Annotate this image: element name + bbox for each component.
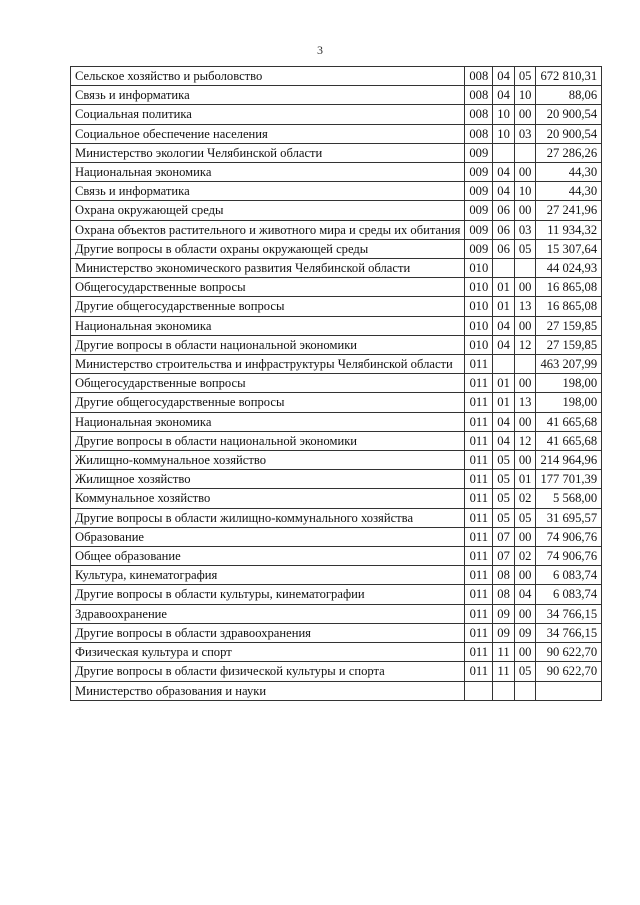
section-code-cell: 10 <box>493 105 515 124</box>
table-row <box>71 86 602 105</box>
amount-cell: 198,00 <box>536 393 602 412</box>
subsection-code-cell: 10 <box>514 182 536 201</box>
row-name-cell: Другие вопросы в области охраны окружающей среды <box>71 239 465 258</box>
ministry-code-cell: 011 <box>465 643 493 662</box>
table-row <box>71 470 602 489</box>
subsection-code-cell <box>514 681 536 700</box>
subsection-code-cell: 10 <box>514 86 536 105</box>
ministry-code-cell: 008 <box>465 105 493 124</box>
amount-cell: 16 865,08 <box>536 278 602 297</box>
amount-cell: 27 159,85 <box>536 316 602 335</box>
ministry-code-cell: 011 <box>465 431 493 450</box>
amount-cell: 11 934,32 <box>536 220 602 239</box>
row-name-cell: Связь и информатика <box>71 182 465 201</box>
section-code-cell: 09 <box>493 623 515 642</box>
row-name-cell: Здравоохранение <box>71 604 465 623</box>
subsection-code-cell: 12 <box>514 335 536 354</box>
subsection-code-cell <box>514 259 536 278</box>
table-row <box>71 124 602 143</box>
section-code-cell: 04 <box>493 163 515 182</box>
table-row <box>71 355 602 374</box>
row-name-cell: Другие общегосударственные вопросы <box>71 393 465 412</box>
row-name-cell: Связь и информатика <box>71 86 465 105</box>
amount-cell: 34 766,15 <box>536 604 602 623</box>
ministry-code-cell: 011 <box>465 355 493 374</box>
amount-cell: 31 695,57 <box>536 508 602 527</box>
ministry-code-cell: 011 <box>465 585 493 604</box>
subsection-code-cell: 00 <box>514 163 536 182</box>
section-code-cell: 05 <box>493 508 515 527</box>
section-code-cell: 07 <box>493 527 515 546</box>
table-row <box>71 585 602 604</box>
amount-cell: 177 701,39 <box>536 470 602 489</box>
row-name-cell: Общегосударственные вопросы <box>71 374 465 393</box>
amount-cell: 88,06 <box>536 86 602 105</box>
table-row <box>71 566 602 585</box>
section-code-cell <box>493 355 515 374</box>
subsection-code-cell: 03 <box>514 220 536 239</box>
row-name-cell: Другие вопросы в области жилищно-коммунального хозяйства <box>71 508 465 527</box>
subsection-code-cell: 00 <box>514 412 536 431</box>
row-name-cell: Другие вопросы в области здравоохранения <box>71 623 465 642</box>
section-code-cell: 04 <box>493 67 515 86</box>
ministry-code-cell: 011 <box>465 527 493 546</box>
ministry-code-cell: 010 <box>465 297 493 316</box>
row-name-cell: Другие общегосударственные вопросы <box>71 297 465 316</box>
table-row <box>71 527 602 546</box>
ministry-code-cell: 011 <box>465 508 493 527</box>
ministry-code-cell: 008 <box>465 67 493 86</box>
table-row <box>71 201 602 220</box>
section-code-cell: 05 <box>493 470 515 489</box>
table-row <box>71 239 602 258</box>
row-name-cell: Министерство экономического развития Челябинской области <box>71 259 465 278</box>
subsection-code-cell: 02 <box>514 547 536 566</box>
ministry-code-cell: 009 <box>465 182 493 201</box>
subsection-code-cell: 00 <box>514 278 536 297</box>
ministry-code-cell: 011 <box>465 623 493 642</box>
section-code-cell: 11 <box>493 643 515 662</box>
section-code-cell: 01 <box>493 297 515 316</box>
table-row <box>71 393 602 412</box>
section-code-cell: 09 <box>493 604 515 623</box>
amount-cell: 27 159,85 <box>536 335 602 354</box>
ministry-code-cell: 011 <box>465 604 493 623</box>
section-code-cell <box>493 143 515 162</box>
row-name-cell: Охрана объектов растительного и животного мира и среды их обитания <box>71 220 465 239</box>
table-row <box>71 374 602 393</box>
amount-cell: 74 906,76 <box>536 547 602 566</box>
section-code-cell: 05 <box>493 489 515 508</box>
ministry-code-cell: 011 <box>465 547 493 566</box>
table-row <box>71 431 602 450</box>
section-code-cell <box>493 681 515 700</box>
row-name-cell: Министерство строительства и инфраструктуры Челябинской области <box>71 355 465 374</box>
subsection-code-cell: 01 <box>514 470 536 489</box>
table-row <box>71 297 602 316</box>
ministry-code-cell: 011 <box>465 374 493 393</box>
amount-cell: 16 865,08 <box>536 297 602 316</box>
subsection-code-cell: 13 <box>514 393 536 412</box>
ministry-code-cell: 011 <box>465 662 493 681</box>
ministry-code-cell: 010 <box>465 259 493 278</box>
table-row <box>71 508 602 527</box>
row-name-cell: Охрана окружающей среды <box>71 201 465 220</box>
ministry-code-cell: 009 <box>465 163 493 182</box>
table-row <box>71 489 602 508</box>
subsection-code-cell: 00 <box>514 604 536 623</box>
subsection-code-cell: 00 <box>514 105 536 124</box>
section-code-cell: 06 <box>493 220 515 239</box>
row-name-cell: Министерство образования и науки <box>71 681 465 700</box>
amount-cell: 90 622,70 <box>536 643 602 662</box>
amount-cell: 5 568,00 <box>536 489 602 508</box>
table-row <box>71 623 602 642</box>
amount-cell: 41 665,68 <box>536 431 602 450</box>
section-code-cell: 01 <box>493 393 515 412</box>
amount-cell: 20 900,54 <box>536 124 602 143</box>
amount-cell: 463 207,99 <box>536 355 602 374</box>
row-name-cell: Другие вопросы в области национальной экономики <box>71 335 465 354</box>
subsection-code-cell: 05 <box>514 508 536 527</box>
amount-cell: 44,30 <box>536 163 602 182</box>
table-row <box>71 143 602 162</box>
ministry-code-cell: 009 <box>465 201 493 220</box>
ministry-code-cell: 010 <box>465 316 493 335</box>
table-row <box>71 259 602 278</box>
section-code-cell: 11 <box>493 662 515 681</box>
row-name-cell: Физическая культура и спорт <box>71 643 465 662</box>
amount-cell: 74 906,76 <box>536 527 602 546</box>
row-name-cell: Жилищное хозяйство <box>71 470 465 489</box>
table-row <box>71 182 602 201</box>
ministry-code-cell: 009 <box>465 239 493 258</box>
subsection-code-cell: 00 <box>514 374 536 393</box>
row-name-cell: Общее образование <box>71 547 465 566</box>
subsection-code-cell: 05 <box>514 239 536 258</box>
section-code-cell: 04 <box>493 86 515 105</box>
row-name-cell: Другие вопросы в области национальной экономики <box>71 431 465 450</box>
subsection-code-cell: 00 <box>514 201 536 220</box>
row-name-cell: Социальная политика <box>71 105 465 124</box>
subsection-code-cell: 09 <box>514 623 536 642</box>
subsection-code-cell: 04 <box>514 585 536 604</box>
ministry-code-cell: 010 <box>465 278 493 297</box>
budget-table-body <box>71 67 602 701</box>
row-name-cell: Жилищно-коммунальное хозяйство <box>71 451 465 470</box>
section-code-cell: 10 <box>493 124 515 143</box>
table-row <box>71 662 602 681</box>
amount-cell: 44,30 <box>536 182 602 201</box>
ministry-code-cell: 011 <box>465 566 493 585</box>
table-row <box>71 547 602 566</box>
ministry-code-cell: 011 <box>465 470 493 489</box>
amount-cell: 214 964,96 <box>536 451 602 470</box>
table-row <box>71 67 602 86</box>
subsection-code-cell <box>514 355 536 374</box>
section-code-cell: 01 <box>493 278 515 297</box>
row-name-cell: Другие вопросы в области физической культуры и спорта <box>71 662 465 681</box>
ministry-code-cell <box>465 681 493 700</box>
row-name-cell: Общегосударственные вопросы <box>71 278 465 297</box>
subsection-code-cell: 05 <box>514 67 536 86</box>
subsection-code-cell: 00 <box>514 566 536 585</box>
ministry-code-cell: 011 <box>465 451 493 470</box>
subsection-code-cell: 02 <box>514 489 536 508</box>
amount-cell: 34 766,15 <box>536 623 602 642</box>
subsection-code-cell: 13 <box>514 297 536 316</box>
amount-cell: 15 307,64 <box>536 239 602 258</box>
amount-cell: 198,00 <box>536 374 602 393</box>
subsection-code-cell: 05 <box>514 662 536 681</box>
ministry-code-cell: 009 <box>465 143 493 162</box>
amount-cell: 41 665,68 <box>536 412 602 431</box>
amount-cell: 20 900,54 <box>536 105 602 124</box>
row-name-cell: Коммунальное хозяйство <box>71 489 465 508</box>
subsection-code-cell: 00 <box>514 316 536 335</box>
subsection-code-cell <box>514 143 536 162</box>
amount-cell: 672 810,31 <box>536 67 602 86</box>
table-row <box>71 335 602 354</box>
table-row <box>71 412 602 431</box>
table-row <box>71 220 602 239</box>
table-row <box>71 105 602 124</box>
subsection-code-cell: 00 <box>514 643 536 662</box>
row-name-cell: Национальная экономика <box>71 163 465 182</box>
amount-cell: 6 083,74 <box>536 585 602 604</box>
section-code-cell: 07 <box>493 547 515 566</box>
subsection-code-cell: 00 <box>514 451 536 470</box>
budget-table <box>70 66 602 701</box>
section-code-cell: 04 <box>493 335 515 354</box>
ministry-code-cell: 008 <box>465 124 493 143</box>
row-name-cell: Национальная экономика <box>71 316 465 335</box>
row-name-cell: Национальная экономика <box>71 412 465 431</box>
ministry-code-cell: 011 <box>465 489 493 508</box>
row-name-cell: Культура, кинематография <box>71 566 465 585</box>
section-code-cell: 04 <box>493 412 515 431</box>
row-name-cell: Образование <box>71 527 465 546</box>
section-code-cell: 08 <box>493 566 515 585</box>
section-code-cell <box>493 259 515 278</box>
subsection-code-cell: 03 <box>514 124 536 143</box>
row-name-cell: Министерство экологии Челябинской области <box>71 143 465 162</box>
subsection-code-cell: 12 <box>514 431 536 450</box>
row-name-cell: Социальное обеспечение населения <box>71 124 465 143</box>
section-code-cell: 06 <box>493 201 515 220</box>
section-code-cell: 04 <box>493 182 515 201</box>
table-row <box>71 604 602 623</box>
amount-cell: 6 083,74 <box>536 566 602 585</box>
section-code-cell: 08 <box>493 585 515 604</box>
section-code-cell: 01 <box>493 374 515 393</box>
row-name-cell: Другие вопросы в области культуры, кинематографии <box>71 585 465 604</box>
section-code-cell: 06 <box>493 239 515 258</box>
amount-cell: 90 622,70 <box>536 662 602 681</box>
section-code-cell: 05 <box>493 451 515 470</box>
ministry-code-cell: 010 <box>465 335 493 354</box>
amount-cell: 27 286,26 <box>536 143 602 162</box>
table-row <box>71 643 602 662</box>
table-row <box>71 278 602 297</box>
ministry-code-cell: 011 <box>465 393 493 412</box>
page-number: 3 <box>317 43 323 57</box>
ministry-code-cell: 008 <box>465 86 493 105</box>
amount-cell: 27 241,96 <box>536 201 602 220</box>
table-row <box>71 451 602 470</box>
table-row <box>71 163 602 182</box>
ministry-code-cell: 011 <box>465 412 493 431</box>
amount-cell: 44 024,93 <box>536 259 602 278</box>
ministry-code-cell: 009 <box>465 220 493 239</box>
section-code-cell: 04 <box>493 431 515 450</box>
table-row <box>71 681 602 700</box>
table-row <box>71 316 602 335</box>
amount-cell <box>536 681 602 700</box>
subsection-code-cell: 00 <box>514 527 536 546</box>
row-name-cell: Сельское хозяйство и рыболовство <box>71 67 465 86</box>
section-code-cell: 04 <box>493 316 515 335</box>
